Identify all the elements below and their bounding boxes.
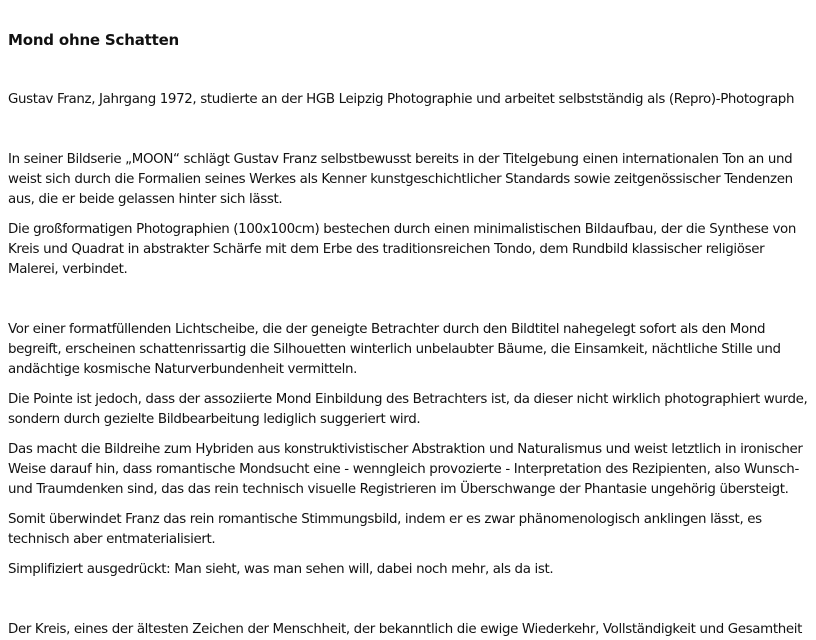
document-body xyxy=(8,30,808,640)
paragraph-hybrid: Das macht die Bildreihe zum Hybriden aus konstruktivistischer Abstraktion und Naturalismus und weist letztlich in ironischer Weise darauf hin, dass romantische Mondsucht eine - wenngleich provozierte - Interpretation des Rezipienten, also Wunsch- und Traumdenken sind, das das rein technisch visuelle Registrieren im Überschwange der Phantasie ungehörig übersteigt. xyxy=(8,442,803,497)
paragraph-silhouettes: Vor einer formatfüllenden Lichtscheibe, die der geneigte Betrachter durch den Bildtitel nahegelegt sofort als den Mond begreift, erscheinen schattenrissartig die Silhouetten winterlich unbelaubter Bäume, die Einsamkeit, nächtliche Stille und andächtige kosmische Naturverbundenheit vermitteln. xyxy=(8,322,781,377)
document-title: Mond ohne Schatten xyxy=(8,31,180,49)
paragraph-circle: Der Kreis, eines der ältesten Zeichen der Menschheit, der bekanntlich die ewige Wiederkehr, Vollständigkeit und Gesamtheit xyxy=(8,622,803,637)
paragraph-author-bio: Gustav Franz, Jahrgang 1972, studierte an der HGB Leipzig Photographie und arbeitet selbstständig als (Repro)-Photograph xyxy=(8,92,795,107)
paragraph-pointe: Die Pointe ist jedoch, dass der assoziierte Mond Einbildung des Betrachters ist, da dieser nicht wirklich photographiert wurde, sondern durch gezielte Bildbearbeitung lediglich suggeriert wird. xyxy=(8,392,808,427)
paragraph-simplified: Simplifiziert ausgedrückt: Man sieht, was man sehen will, dabei noch mehr, als da ist. xyxy=(8,562,554,577)
paragraph-overcome: Somit überwindet Franz das rein romantische Stimmungsbild, indem er es zwar phänomenologisch anklingen lässt, es technisch aber entmaterialisiert. xyxy=(8,512,762,547)
paragraph-series-intro: In seiner Bildserie „MOON“ schlägt Gustav Franz selbstbewusst bereits in der Titelgebung einen internationalen Ton an und weist sich durch die Formalien seines Werkes als Kenner kunstgeschichtlicher Standards sowie zeitgenössischer Tendenzen aus, die er beide gelassen hinter sich lässt. xyxy=(8,152,793,207)
paragraph-format: Die großformatigen Photographien (100x100cm) bestechen durch einen minimalistischen Bildaufbau, der die Synthese von Kreis und Quadrat in abstrakter Schärfe mit dem Erbe des traditionsreichen Tondo, dem Rundbild klassischer religiöser Malerei, verbindet. xyxy=(8,222,796,277)
